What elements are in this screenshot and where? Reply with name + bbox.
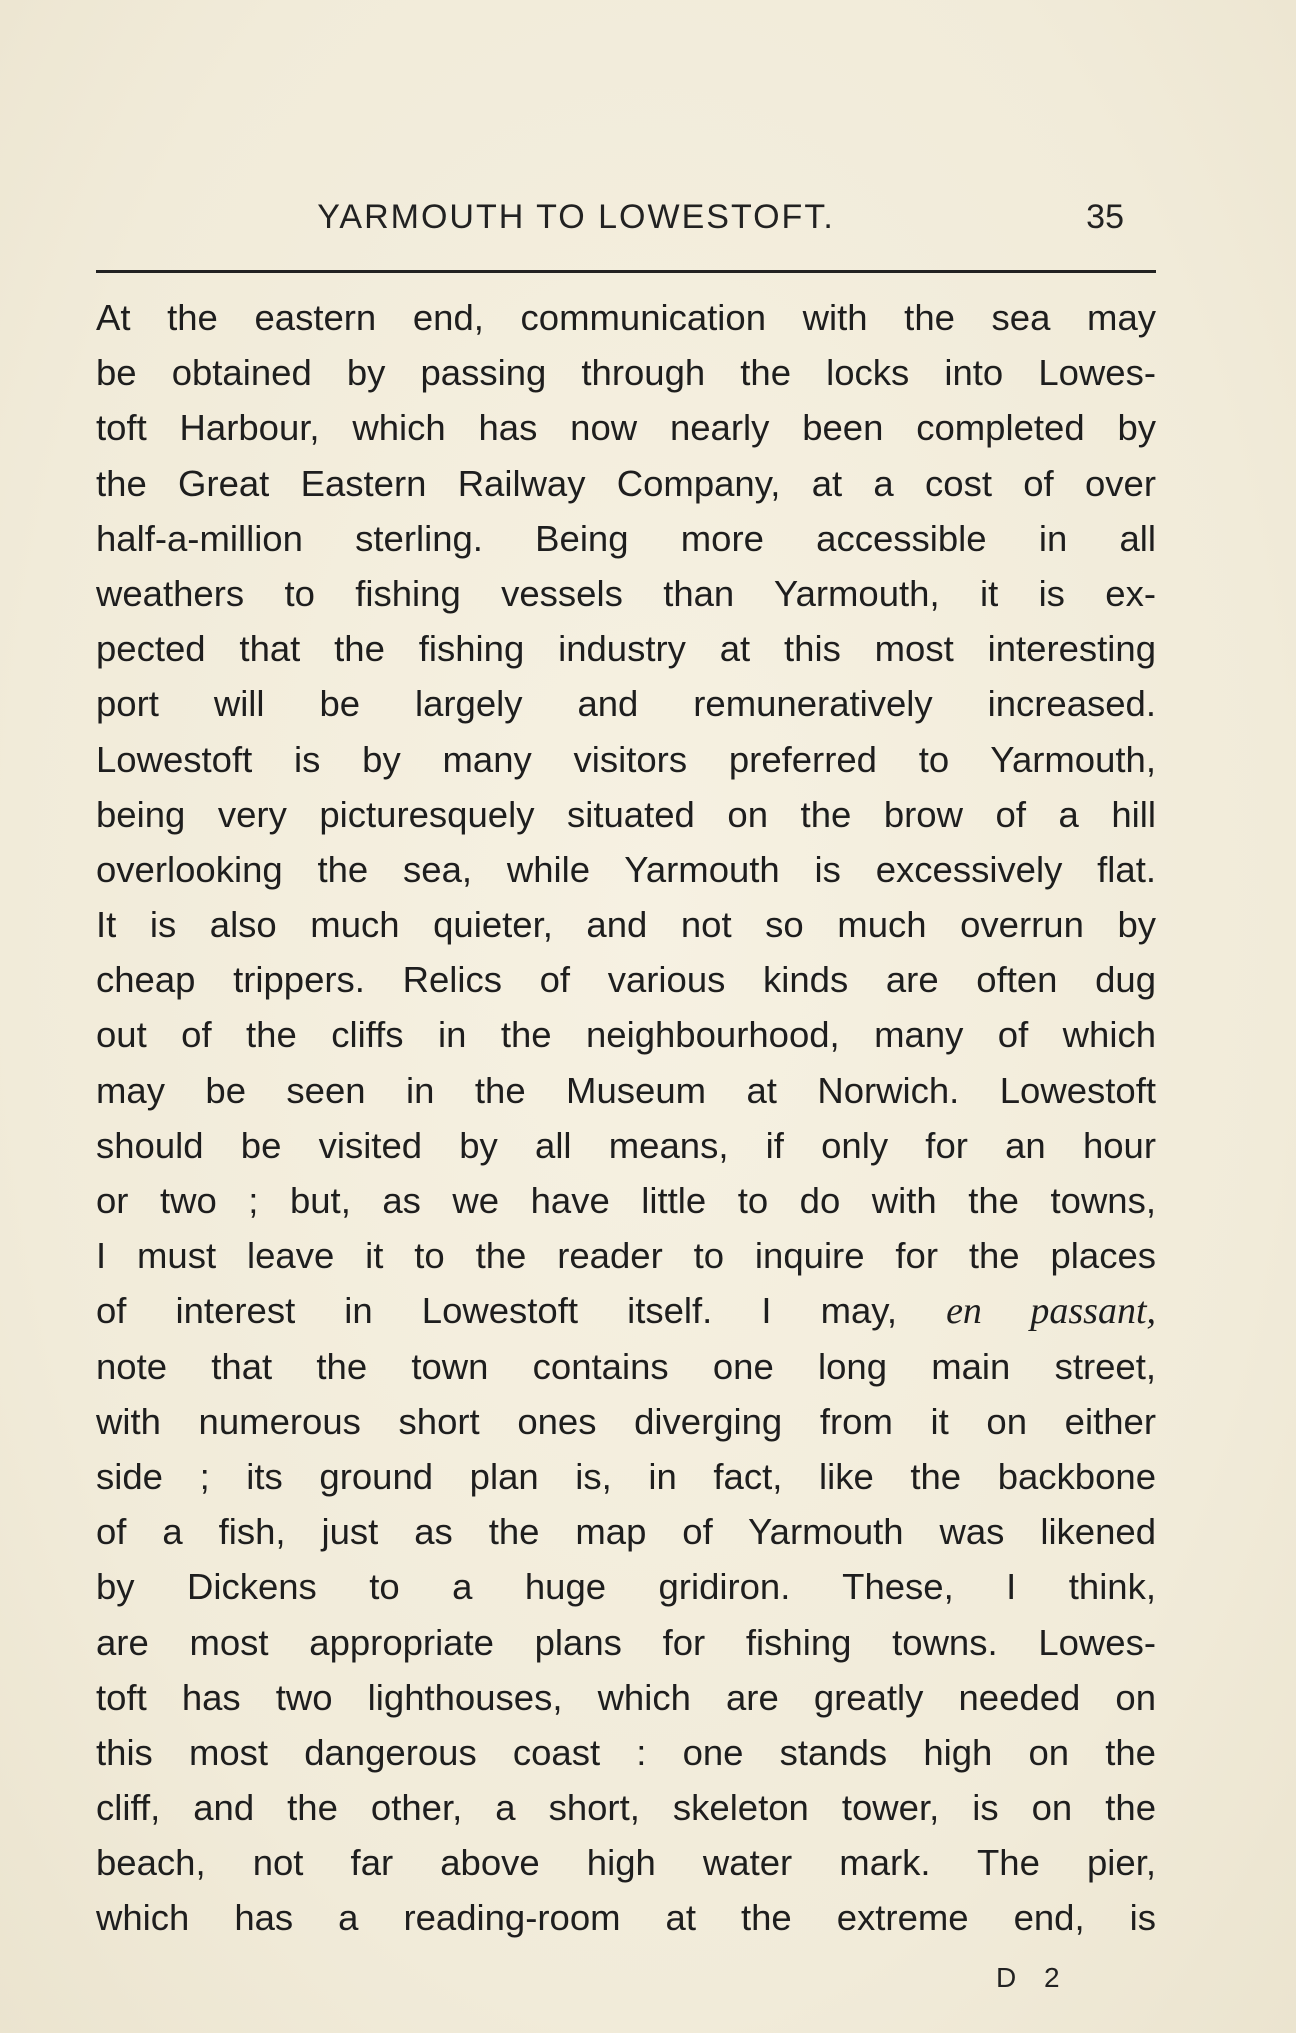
text-line: toft has two lighthouses, which are greatly needed on bbox=[96, 1676, 1156, 1718]
text-line: overlooking the sea, while Yarmouth is excessively flat. bbox=[96, 848, 1156, 890]
text-line: note that the town contains one long main street, bbox=[96, 1345, 1156, 1387]
text-line: It is also much quieter, and not so much overrun by bbox=[96, 904, 1156, 946]
running-head bbox=[96, 198, 1136, 250]
header-rule bbox=[96, 270, 1156, 273]
text-line: with numerous short ones diverging from it on either bbox=[96, 1400, 1156, 1442]
text-line: which has a reading-room at the extreme end, is bbox=[96, 1897, 1156, 1939]
text-line: are most appropriate plans for fishing towns. Lowes- bbox=[96, 1621, 1156, 1663]
text-line: may be seen in the Museum at Norwich. Lowestoft bbox=[96, 1069, 1156, 1111]
text-line: being very picturesquely situated on the brow of a hill bbox=[96, 793, 1156, 835]
text-line: by Dickens to a huge gridiron. These, I think, bbox=[96, 1566, 1156, 1608]
running-head-title: YARMOUTH TO LOWESTOFT. bbox=[317, 198, 835, 236]
text-line: this most dangerous coast : one stands high on the bbox=[96, 1731, 1156, 1773]
text-segment: of interest in Lowestoft itself. I may, bbox=[96, 1290, 897, 1332]
text-line: toft Harbour, which has now nearly been completed by bbox=[96, 407, 1156, 449]
text-line: pected that the fishing industry at this most interesting bbox=[96, 628, 1156, 670]
text-line: should be visited by all means, if only for an hour bbox=[96, 1124, 1156, 1166]
text-line: or two ; but, as we have little to do with the towns, bbox=[96, 1180, 1156, 1221]
page-number: 35 bbox=[1086, 198, 1124, 236]
text-line-with-italic bbox=[96, 1283, 1156, 1338]
text-line: beach, not far above high water mark. The pier, bbox=[96, 1842, 1156, 1884]
signature-mark: D 2 bbox=[996, 1962, 1070, 1993]
text-line: side ; its ground plan is, in fact, like the backbone bbox=[96, 1455, 1156, 1497]
text-line: the Great Eastern Railway Company, at a cost of over bbox=[96, 462, 1156, 504]
text-line: I must leave it to the reader to inquire for the places bbox=[96, 1235, 1156, 1277]
text-line: be obtained by passing through the locks into Lowes- bbox=[96, 352, 1156, 394]
text-line: At the eastern end, communication with the sea may bbox=[96, 297, 1156, 338]
text-line: Lowestoft is by many visitors preferred to Yarmouth, bbox=[96, 738, 1156, 780]
text-line: of a fish, just as the map of Yarmouth was likened bbox=[96, 1511, 1156, 1553]
text-line: cliff, and the other, a short, skeleton tower, is on the bbox=[96, 1787, 1156, 1829]
text-line: port will be largely and remuneratively increased. bbox=[96, 683, 1156, 725]
text-line: weathers to fishing vessels than Yarmouth, it is ex- bbox=[96, 572, 1156, 614]
text-line: out of the cliffs in the neighbourhood, many of which bbox=[96, 1014, 1156, 1056]
text-line: cheap trippers. Relics of various kinds are often dug bbox=[96, 959, 1156, 1001]
italic-phrase: en passant, bbox=[946, 1290, 1156, 1333]
text-line: half-a-million sterling. Being more accessible in all bbox=[96, 517, 1156, 559]
body-text bbox=[96, 290, 1156, 1946]
